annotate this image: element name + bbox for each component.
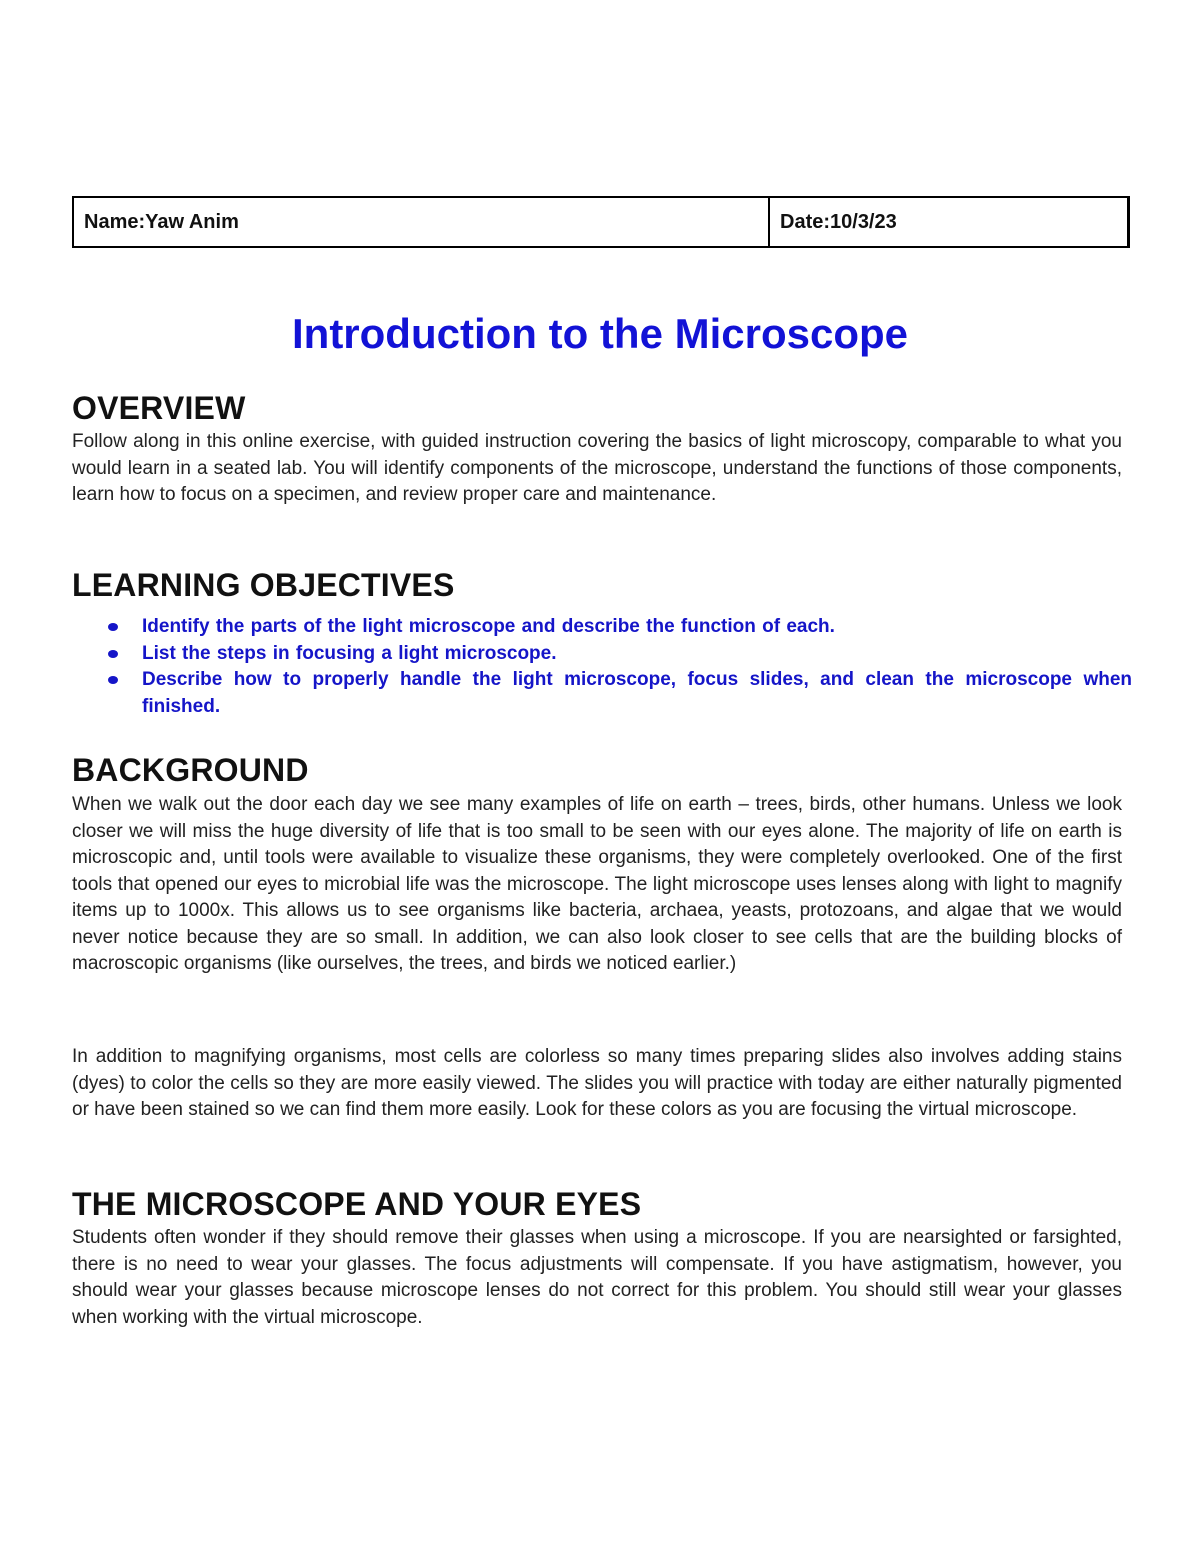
overview-heading: OVERVIEW	[72, 390, 246, 426]
background-paragraph-1: When we walk out the door each day we see many examples of life on earth – trees, birds, other humans. Unless we look closer we will miss the huge diversity of life that is too small to be seen with our eyes alone. The majority of life on earth is microscopic and, until tools were available to visualize these organisms, they were completely overlooked. One of the first tools that opened our eyes to microbial life was the microscope. The light microscope uses lenses along with light to magnify items up to 1000x. This allows us to see organisms like bacteria, archaea, yeasts, protozoans, and algae that we would never notice because they are so small. In addition, we can also look closer to see cells that are the building blocks of macroscopic organisms (like ourselves, the trees, and birds we noticed earlier.)	[72, 794, 1122, 974]
list-item	[72, 614, 1132, 641]
name-date-table	[72, 196, 1130, 248]
bullet-icon	[108, 676, 118, 684]
microscope-eyes-heading: THE MICROSCOPE AND YOUR EYES	[72, 1186, 642, 1222]
date-cell: Date:10/3/23	[780, 210, 897, 233]
objective-text: List the steps in focusing a light microscope.	[142, 642, 557, 664]
document-title: Introduction to the Microscope	[292, 310, 908, 357]
bullet-icon	[108, 650, 118, 658]
objective-text: Describe how to properly handle the light microscope, focus slides, and clean the microscope when finished.	[142, 669, 1132, 717]
learning-objectives-heading: LEARNING OBJECTIVES	[72, 567, 455, 603]
student-name-cell: Name:Yaw Anim	[74, 198, 770, 246]
objective-text: Identify the parts of the light microscope and describe the function of each.	[142, 616, 835, 637]
list-item	[72, 641, 1132, 668]
list-item	[72, 667, 1132, 720]
bullet-icon	[108, 623, 118, 631]
background-paragraph-2: In addition to magnifying organisms, most cells are colorless so many times preparing slides also involves adding stains (dyes) to color the cells so they are more easily viewed. The slides you will practice with today are either naturally pigmented or have been stained so we can find them more easily. Look for these colors as you are focusing the virtual microscope.	[72, 1046, 1122, 1120]
learning-objectives-list	[72, 614, 1132, 720]
background-heading: BACKGROUND	[72, 752, 309, 788]
overview-text: Follow along in this online exercise, with guided instruction covering the basics of light microscopy, comparable to what you would learn in a seated lab. You will identify components of the microscope, understand the functions of those components, learn how to focus on a specimen, and review proper care and maintenance.	[72, 431, 1122, 505]
microscope-eyes-text: Students often wonder if they should remove their glasses when using a microscope. If you are nearsighted or farsighted, there is no need to wear your glasses. The focus adjustments will compensate. If you have astigmatism, however, you should wear your glasses because microscope lenses do not correct for this problem. You should still wear your glasses when working with the virtual microscope.	[72, 1227, 1122, 1328]
